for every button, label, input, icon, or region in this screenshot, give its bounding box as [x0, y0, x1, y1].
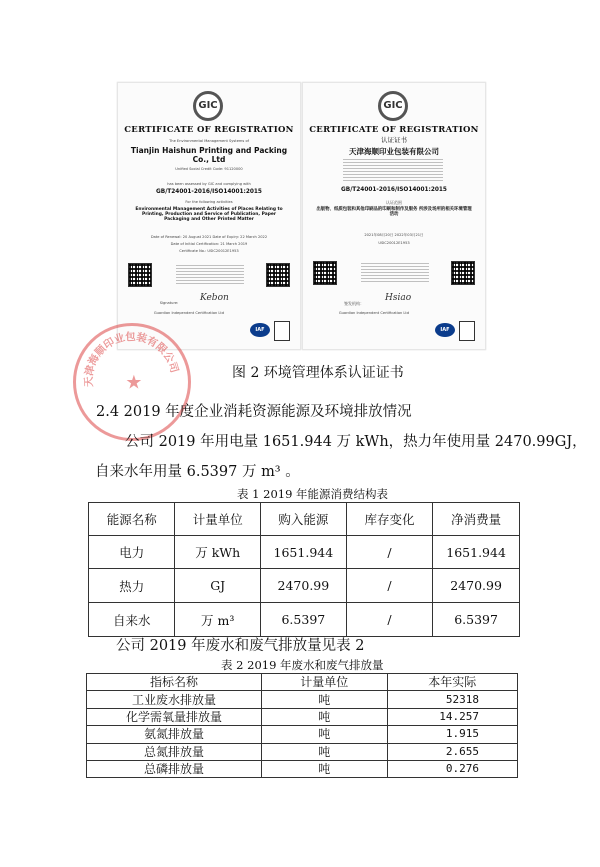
table-header-row — [87, 674, 518, 691]
figure-caption: 图 2 环境管理体系认证证书 — [232, 365, 404, 381]
certificate-standard: GB/T24001-2016/ISO14001:2015 — [156, 189, 262, 195]
paragraph-line: 自来水年用量 6.5397 万 m³ 。 — [95, 464, 300, 480]
table-header-cell: 能源名称 — [89, 503, 175, 536]
table-cell: 氨氮排放量 — [87, 726, 262, 743]
table-row — [87, 708, 518, 725]
table-header-cell: 计量单位 — [175, 503, 261, 536]
table-cell: 1.915 — [387, 726, 517, 743]
table2-caption: 表 2 2019 年废水和废气排放量 — [221, 658, 384, 672]
qr-code-icon — [313, 261, 337, 285]
certificate-right — [302, 82, 486, 350]
signature-icon: Hsiao — [385, 293, 412, 303]
iaf-badge-icon: IAF — [250, 323, 270, 337]
certificate-line: has been assessed by GIC and complying with — [167, 182, 251, 186]
table-header-cell: 指标名称 — [87, 674, 262, 691]
certificate-left — [117, 82, 301, 350]
table-cell: 1651.944 — [433, 536, 520, 569]
table-cell: 电力 — [89, 536, 175, 569]
table-row — [89, 569, 520, 603]
table-cell: 自来水 — [89, 603, 175, 637]
certificate-scope: 出版物、纸质包装和其他印刷品的印刷和制作及服务 所涉及场所的相关环境管理活动 — [316, 207, 472, 218]
table-header-row — [89, 503, 520, 536]
certificate-line: The Environmental Management Systems of — [169, 139, 249, 143]
qr-code-icon — [128, 263, 152, 287]
table-header-cell: 购入能源 — [260, 503, 346, 536]
ukas-badge-icon — [459, 321, 475, 341]
signature-icon: Kebon — [200, 293, 229, 303]
table-cell: 吨 — [262, 708, 388, 725]
certificate-title-cn: 认证证书 — [381, 136, 407, 144]
iaf-badge-icon: IAF — [435, 323, 455, 337]
energy-table — [88, 502, 520, 637]
table-cell: 工业废水排放量 — [87, 691, 262, 708]
table-cell: 万 m³ — [175, 603, 261, 637]
table-cell: 总氮排放量 — [87, 743, 262, 760]
qr-code-icon — [266, 263, 290, 287]
certificate-line: Unified Social Credit Code: 91120000 — [175, 167, 243, 171]
table-cell: 6.5397 — [433, 603, 520, 637]
paragraph-line: 公司 2019 年废水和废气排放量见表 2 — [116, 638, 365, 654]
table-cell: 吨 — [262, 743, 388, 760]
certificate-dates: 2021年08月20日 2022年03月21日 — [364, 233, 424, 237]
certificate-line: For the following activities — [185, 200, 233, 204]
table-header-cell: 计量单位 — [262, 674, 388, 691]
certificate-initial: Date of Initial Certification: 21 March 2019 — [170, 242, 248, 246]
gic-logo-icon: GIC — [378, 91, 408, 121]
table-row — [87, 743, 518, 760]
certificate-title: CERTIFICATE OF REGISTRATION — [124, 125, 294, 135]
table-cell: 化学需氧量排放量 — [87, 708, 262, 725]
table-cell: 1651.944 — [260, 536, 346, 569]
table-row — [87, 726, 518, 743]
signature-label: Signature: — [159, 301, 179, 305]
table-cell: 0.276 — [387, 760, 517, 777]
certificate-scope: Environmental Management Activities of Places Relating to Printing, Production and Service of Publication, Paper Packaging and Other Printed Matter — [135, 207, 283, 223]
certificate-number: USIC20012E1953 — [378, 241, 410, 245]
fine-print — [343, 159, 443, 181]
table-cell: 6.5397 — [260, 603, 346, 637]
table-cell: 2470.99 — [260, 569, 346, 603]
ukas-badge-icon — [274, 321, 290, 341]
table-cell: 52318 — [387, 691, 517, 708]
svg-text:★: ★ — [125, 371, 143, 394]
certificate-number: Certificate No.: USIC20012E1953 — [179, 249, 239, 253]
table-cell: 14.257 — [387, 708, 517, 725]
certificate-dates: Date of Renewal: 20 August 2021 Date of Expiry: 22 March 2022 — [150, 235, 268, 239]
table-row — [87, 760, 518, 777]
section-heading: 2.4 2019 年度企业消耗资源能源及环境排放情况 — [96, 404, 412, 420]
table1-caption: 表 1 2019 年能源消费结构表 — [237, 487, 389, 501]
certificate-line: 认证范围 — [386, 200, 402, 205]
table-cell: / — [346, 603, 432, 637]
table-cell: 吨 — [262, 726, 388, 743]
certificate-company: 天津海顺印业包装有限公司 — [349, 147, 439, 156]
gic-logo-icon: GIC — [193, 91, 223, 121]
table-cell: / — [346, 536, 432, 569]
table-header-cell: 本年实际 — [387, 674, 517, 691]
qr-code-icon — [451, 261, 475, 285]
fine-print — [361, 262, 429, 282]
table-header-cell: 库存变化 — [346, 503, 432, 536]
certificate-title: CERTIFICATE OF REGISTRATION — [309, 125, 479, 135]
table-cell: 吨 — [262, 760, 388, 777]
table-header-cell: 净消费量 — [433, 503, 520, 536]
table-cell: GJ — [175, 569, 261, 603]
table-row — [89, 536, 520, 569]
table-cell: 热力 — [89, 569, 175, 603]
certificate-footer: Guardian Independent Certification Ltd — [338, 311, 410, 315]
fine-print — [176, 264, 244, 284]
table-cell: 万 kWh — [175, 536, 261, 569]
certificate-company: Tianjin Haishun Printing and Packing Co., Ltd — [130, 146, 288, 164]
signature-label: 签发机构： — [344, 301, 364, 306]
paragraph-line: 公司 2019 年用电量 1651.944 万 kWh，热力年使用量 2470.99GJ， — [125, 434, 587, 450]
emission-table — [86, 673, 518, 778]
table-cell: 吨 — [262, 691, 388, 708]
table-row — [87, 691, 518, 708]
svg-text:天津海顺印业包装有限公司: 天津海顺印业包装有限公司 — [82, 330, 181, 388]
certificate-standard: GB/T24001-2016/ISO14001:2015 — [341, 187, 447, 193]
table-cell: / — [346, 569, 432, 603]
certificate-footer: Guardian Independent Certification Ltd — [153, 311, 225, 315]
table-cell: 2.655 — [387, 743, 517, 760]
table-cell: 总磷排放量 — [87, 760, 262, 777]
table-row — [89, 603, 520, 637]
table-cell: 2470.99 — [433, 569, 520, 603]
